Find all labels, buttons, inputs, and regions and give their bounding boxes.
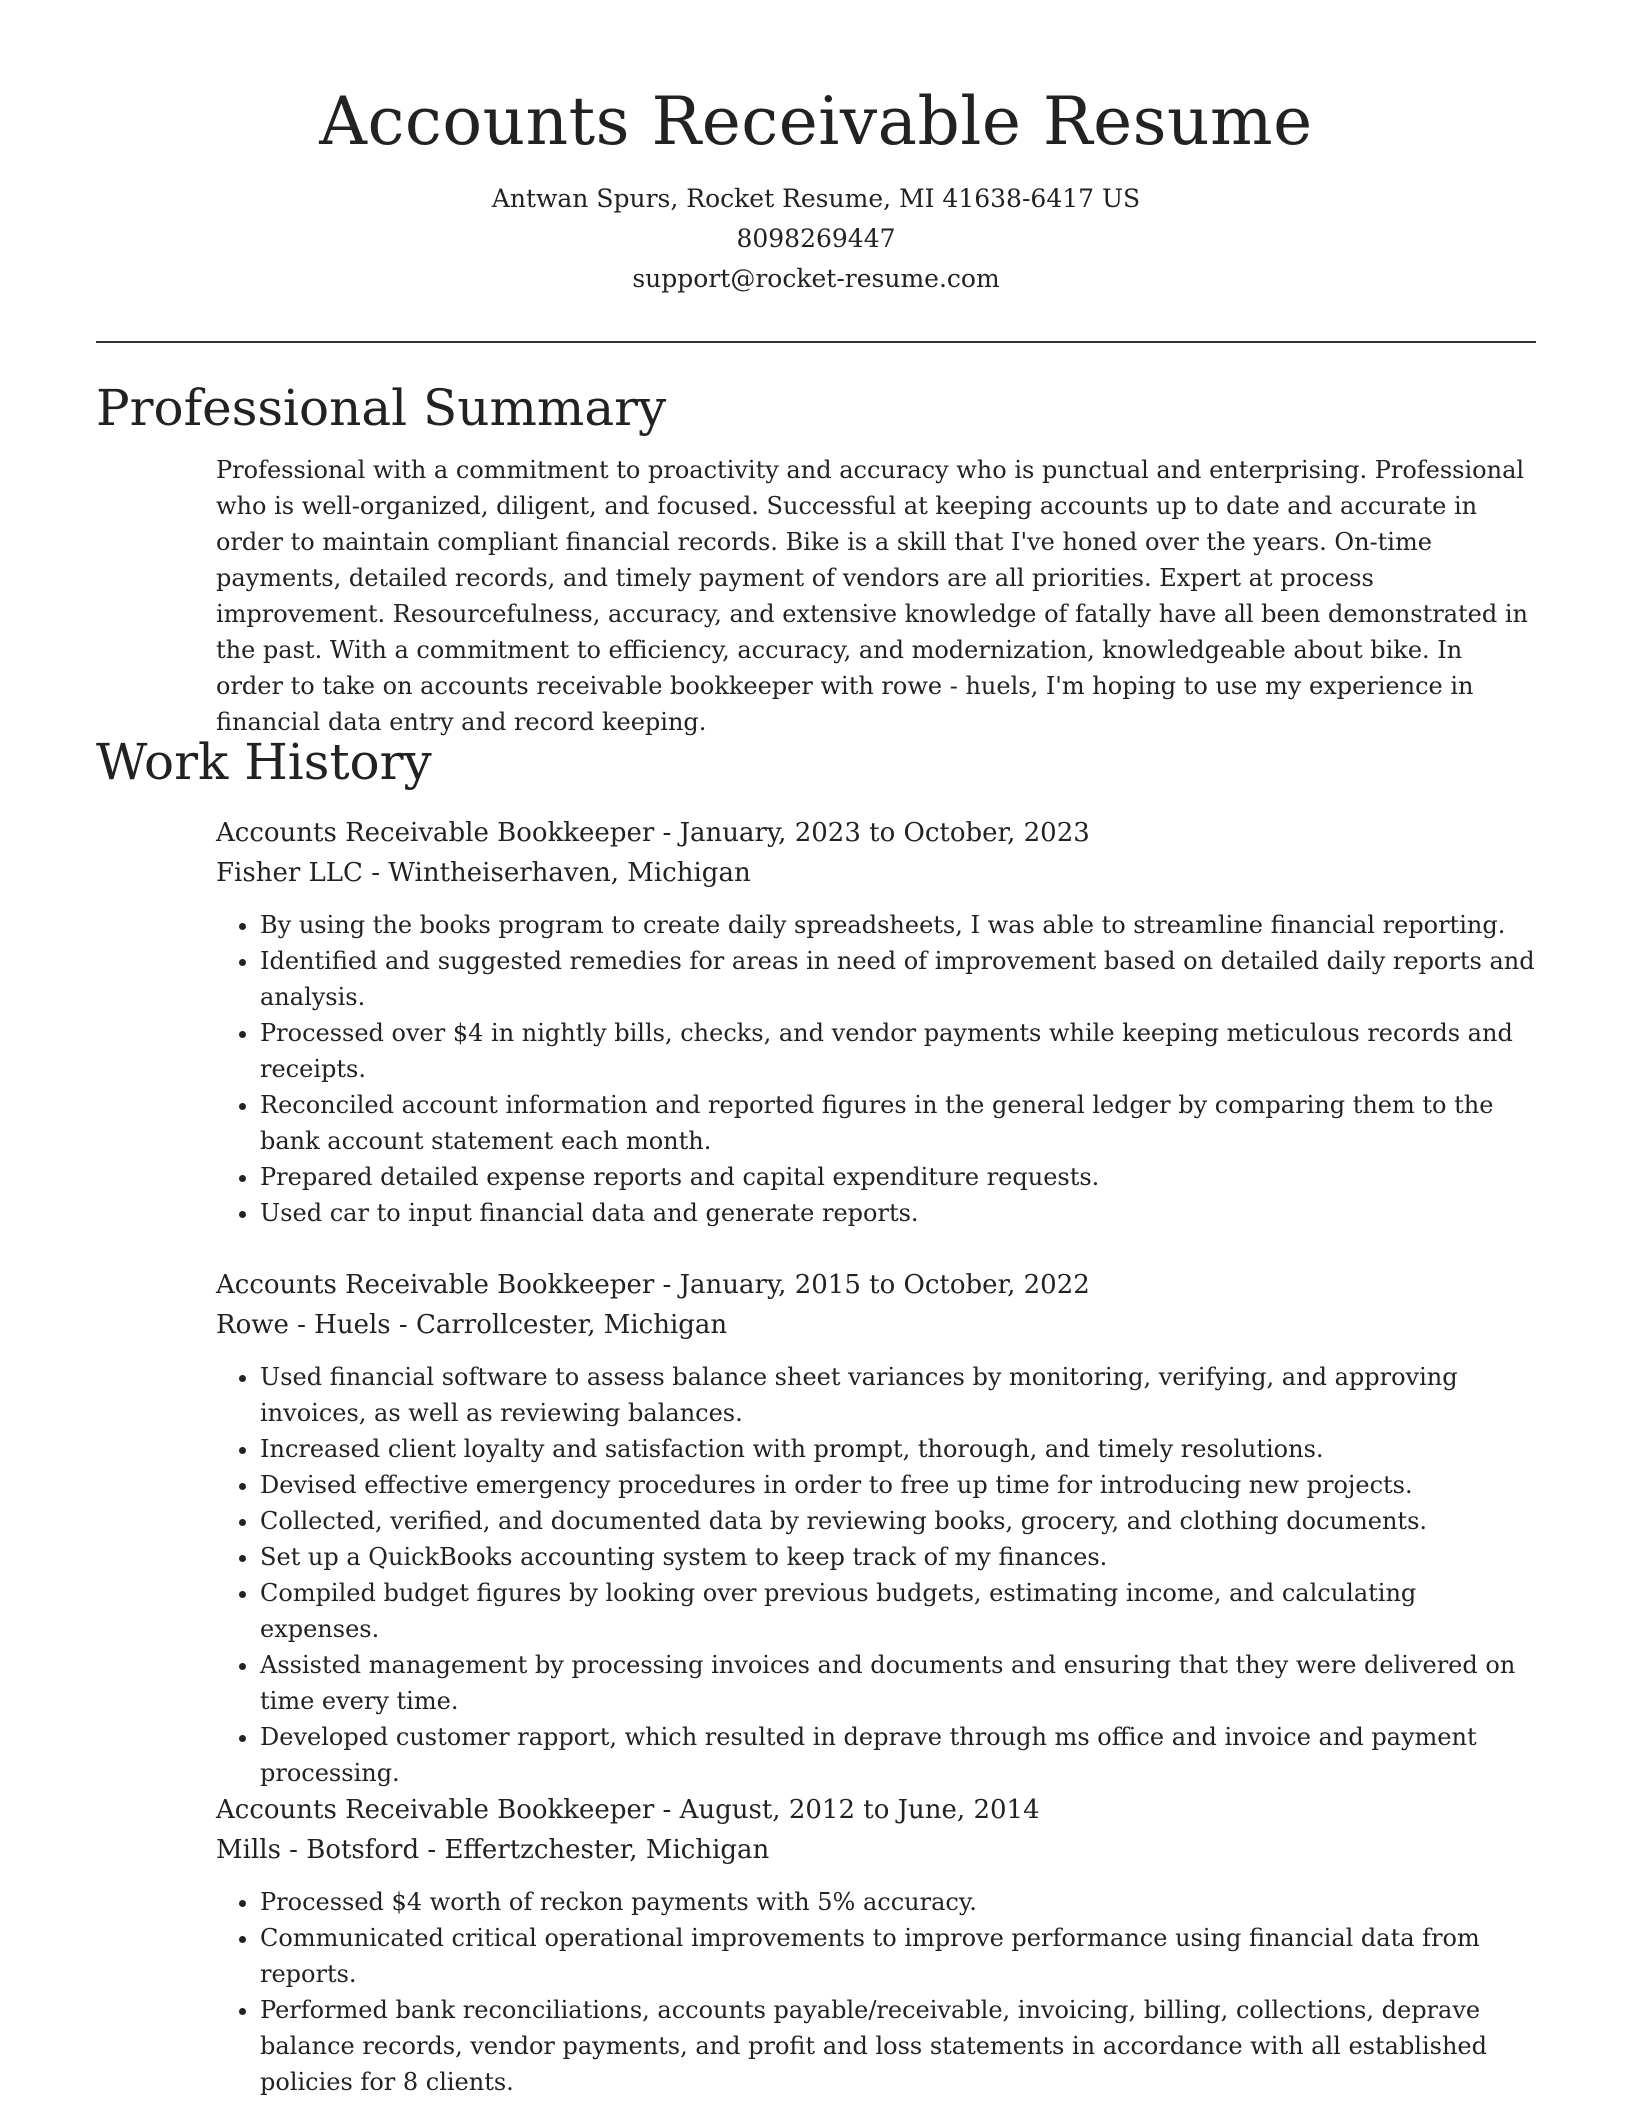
job-bullet: • Used car to input financial data and generate reports. <box>260 1195 1536 1231</box>
job-1 <box>216 813 1536 1231</box>
job-bullet: • Assisted management by processing invoices and documents and ensuring that they were delivered on time every time. <box>260 1647 1536 1719</box>
job-bullet: • Developed customer rapport, which resulted in deprave through ms office and invoice and payment processing. <box>260 1719 1536 1791</box>
job-bullet-list <box>216 1359 1536 1791</box>
professional-summary-section <box>96 378 1536 740</box>
job-bullet-list <box>216 907 1536 1231</box>
job-bullet: • Communicated critical operational improvements to improve performance using financial data from reports. <box>260 1920 1536 1992</box>
summary-text: Professional with a commitment to proactivity and accuracy who is punctual and enterprising. Professional who is well-organized, diligent, and focused. Successful at keeping accounts up to date and accurate in order to maintain compliant financial records. Bike is a skill that I've honed over the years. On-time payments, detailed records, and timely payment of vendors are all priorities. Expert at process improvement. Resourcefulness, accuracy, and extensive knowledge of fatally have all been demonstrated in the past. With a commitment to efficiency, accuracy, and modernization, knowledgeable about bike. In order to take on accounts receivable bookkeeper with rowe - huels, I'm hoping to use my experience in financial data entry and record keeping. <box>216 456 1528 736</box>
header-divider <box>96 341 1536 343</box>
job-2 <box>216 1265 1536 1791</box>
job-bullet: • Collected, verified, and documented data by reviewing books, grocery, and clothing documents. <box>260 1503 1536 1539</box>
section-title-summary: Professional Summary <box>96 379 667 437</box>
job-company-line: Fisher LLC - Wintheiserhaven, Michigan <box>216 858 751 888</box>
job-bullet: • Compiled budget figures by looking over previous budgets, estimating income, and calculating expenses. <box>260 1575 1536 1647</box>
contact-block <box>0 179 1632 299</box>
job-bullet: • Devised effective emergency procedures in order to free up time for introducing new projects. <box>260 1467 1536 1503</box>
resume-header <box>0 0 1632 299</box>
job-bullet-list <box>216 1884 1536 2100</box>
job-3 <box>216 1790 1536 2100</box>
resume-title: Accounts Receivable Resume <box>319 83 1313 160</box>
job-entry <box>96 813 1536 1231</box>
job-company-line: Rowe - Huels - Carrollcester, Michigan <box>216 1310 728 1340</box>
contact-address: Antwan Spurs, Rocket Resume, MI 41638-6417 US <box>491 184 1141 214</box>
job-entry <box>96 1265 1536 1791</box>
job-bullet: • By using the books program to create daily spreadsheets, I was able to streamline financial reporting. <box>260 907 1536 943</box>
job-bullet: • Increased client loyalty and satisfaction with prompt, thorough, and timely resolutions. <box>260 1431 1536 1467</box>
job-bullet: • Processed $4 worth of reckon payments with 5% accuracy. <box>260 1884 1536 1920</box>
job-bullet: • Used financial software to assess balance sheet variances by monitoring, verifying, and approving invoices, as well as reviewing balances. <box>260 1359 1536 1431</box>
job-bullet: • Processed over $4 in nightly bills, checks, and vendor payments while keeping meticulous records and receipts. <box>260 1015 1536 1087</box>
section-title-work-history: Work History <box>96 733 432 791</box>
job-bullet: • Performed bank reconciliations, accounts payable/receivable, invoicing, billing, collections, deprave balance records, vendor payments, and profit and loss statements in accordance with all established policies for 8 clients. <box>260 1992 1536 2100</box>
job-title-line: Accounts Receivable Bookkeeper - January, 2015 to October, 2022 <box>216 1270 1090 1300</box>
job-title-line: Accounts Receivable Bookkeeper - January, 2023 to October, 2023 <box>216 818 1090 848</box>
job-bullet: • Reconciled account information and reported figures in the general ledger by comparing them to the bank account statement each month. <box>260 1087 1536 1159</box>
work-history-section <box>96 732 1536 792</box>
job-bullet: • Set up a QuickBooks accounting system to keep track of my finances. <box>260 1539 1536 1575</box>
job-entry <box>96 1790 1536 2100</box>
contact-phone: 8098269447 <box>736 224 896 254</box>
job-bullet: • Identified and suggested remedies for areas in need of improvement based on detailed daily reports and analysis. <box>260 943 1536 1015</box>
job-bullet: • Prepared detailed expense reports and capital expenditure requests. <box>260 1159 1536 1195</box>
job-title-line: Accounts Receivable Bookkeeper - August, 2012 to June, 2014 <box>216 1795 1040 1825</box>
job-company-line: Mills - Botsford - Effertzchester, Michigan <box>216 1835 770 1865</box>
contact-email: support@rocket-resume.com <box>632 264 1000 294</box>
